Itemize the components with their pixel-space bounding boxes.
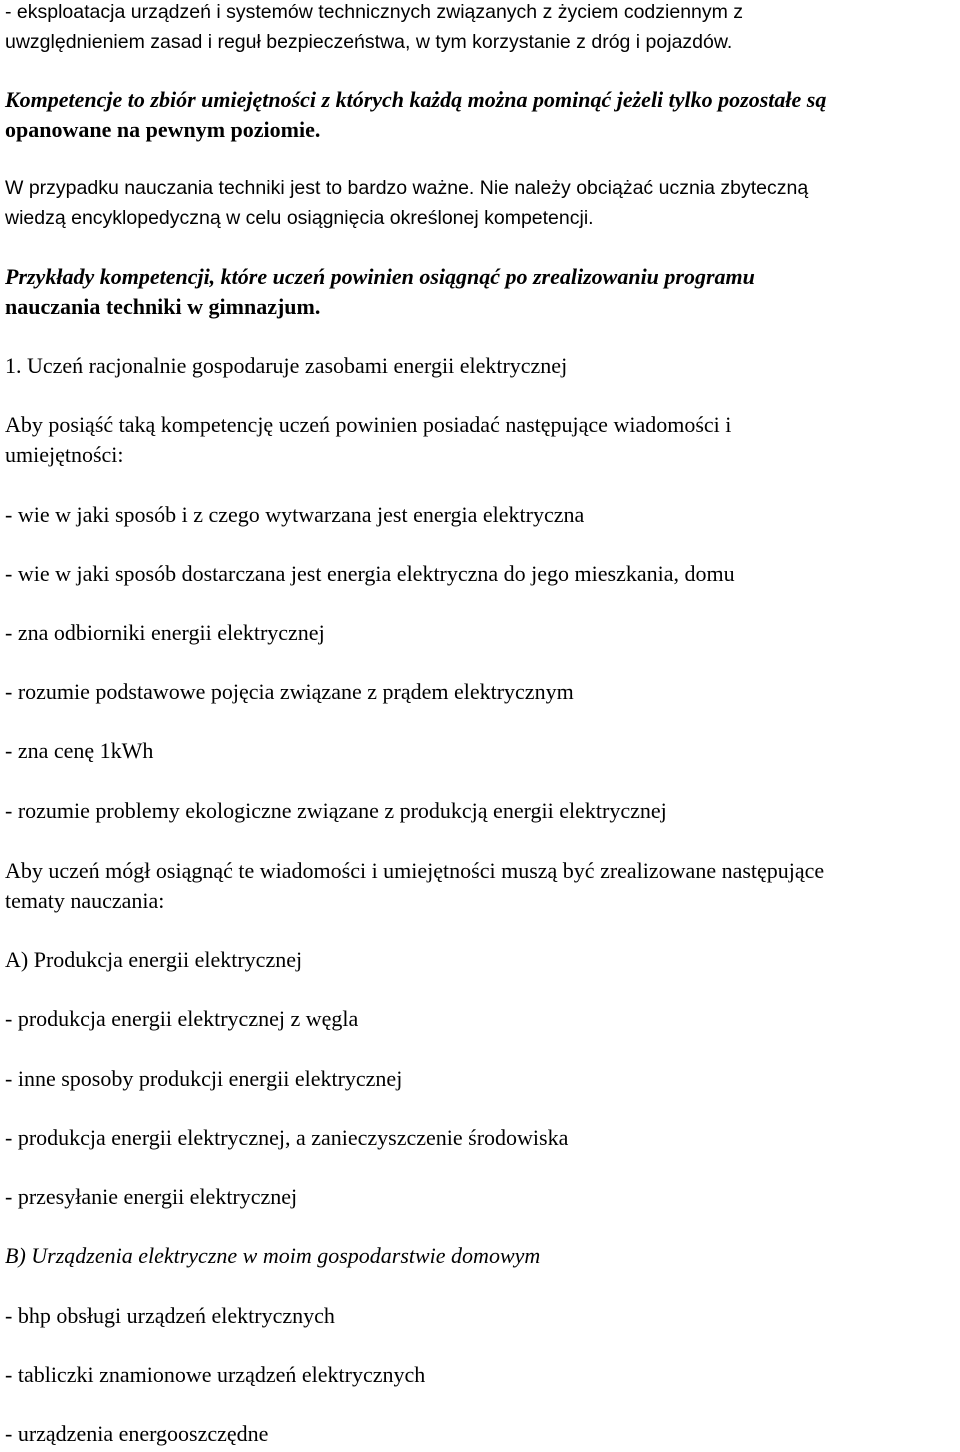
list-item: - tabliczki znamionowe urządzeń elektrycznych (5, 1362, 426, 1387)
list-item: - rozumie podstawowe pojęcia związane z prądem elektrycznym (5, 679, 574, 704)
list-item: - zna cenę 1kWh (5, 738, 154, 763)
competence-intro-line-2: umiejętności: (5, 442, 124, 467)
competence-heading: 1. Uczeń racjonalnie gospodaruje zasobami energii elektrycznej (5, 353, 568, 378)
section-b-heading: B) Urządzenia elektryczne w moim gospodarstwie domowym (5, 1243, 541, 1268)
list-item: - produkcja energii elektrycznej z węgla (5, 1006, 359, 1031)
list-item: - wie w jaki sposób dostarczana jest energia elektryczna do jego mieszkania, domu (5, 561, 735, 586)
section-a-heading: A) Produkcja energii elektrycznej (5, 947, 303, 972)
competence-intro-line-1: Aby posiąść taką kompetencję uczeń powinien posiadać następujące wiadomości i (5, 412, 732, 437)
list-item: - produkcja energii elektrycznej, a zanieczyszczenie środowiska (5, 1125, 569, 1150)
list-item: - wie w jaki sposób i z czego wytwarzana jest energia elektryczna (5, 502, 585, 527)
list-item: - bhp obsługi urządzeń elektrycznych (5, 1303, 335, 1328)
note-line-2: wiedzą encyklopedyczną w celu osiągnięcia określonej kompetencji. (5, 207, 594, 229)
topics-intro-line-1: Aby uczeń mógł osiągnąć te wiadomości i umiejętności muszą być zrealizowane następujące (5, 858, 825, 883)
note-line-1: W przypadku nauczania techniki jest to bardzo ważne. Nie należy obciążać ucznia zbyteczną (5, 177, 809, 199)
list-item: - urządzenia energooszczędne (5, 1421, 269, 1446)
paragraph-intro-line-1: - eksploatacja urządzeń i systemów technicznych związanych z życiem codziennym z (5, 1, 744, 23)
paragraph-intro-line-2: uwzględnieniem zasad i reguł bezpieczeństwa, w tym korzystanie z dróg i pojazdów. (5, 31, 733, 53)
list-item: - zna odbiorniki energii elektrycznej (5, 620, 325, 645)
examples-heading-line-2: nauczania techniki w gimnazjum. (5, 294, 321, 319)
topics-intro-line-2: tematy nauczania: (5, 888, 165, 913)
list-item: - rozumie problemy ekologiczne związane z produkcją energii elektrycznej (5, 798, 667, 823)
definition-line-1: Kompetencje to zbiór umiejętności z których każdą można pominąć jeżeli tylko pozostałe są (5, 87, 827, 112)
examples-heading-line-1: Przykłady kompetencji, które uczeń powinien osiągnąć po zrealizowaniu programu (5, 264, 755, 289)
list-item: - inne sposoby produkcji energii elektrycznej (5, 1066, 403, 1091)
definition-line-2: opanowane na pewnym poziomie. (5, 117, 321, 142)
list-item: - przesyłanie energii elektrycznej (5, 1184, 298, 1209)
